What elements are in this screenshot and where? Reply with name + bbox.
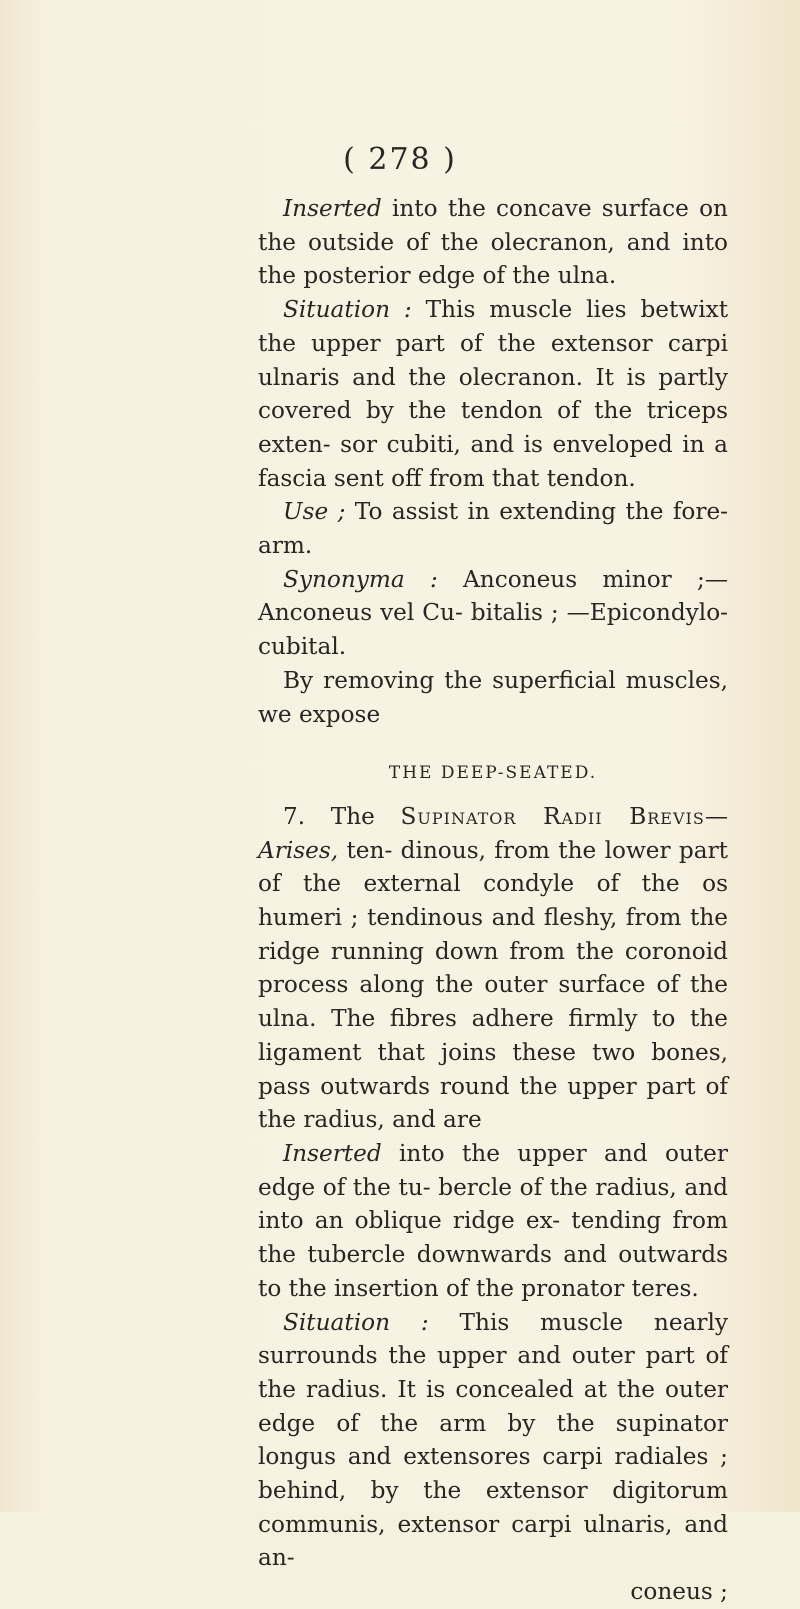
text-situation: This muscle lies betwixt the upper part of the extensor carpi ulnaris and the olecranon. It is partly covered by the tendon of the triceps exten- sor cubiti, and is enveloped in a fascia sent off from that tendon. xyxy=(258,296,729,492)
label-inserted: Inserted xyxy=(283,195,382,222)
label-inserted-2: Inserted xyxy=(283,1139,382,1167)
body-text xyxy=(258,192,728,1609)
catchword: coneus ; xyxy=(630,1578,728,1606)
label-situation: Situation : xyxy=(283,296,412,324)
text-synonyma: Anconeus minor ;—Anconeus vel Cu- bitalis ; —Epicondylo-cubital. xyxy=(258,565,729,661)
label-use: Use ; xyxy=(283,498,346,526)
dash: — xyxy=(704,802,728,830)
muscle-name: Supinator Radii Brevis xyxy=(400,802,705,830)
paragraph-situation-2 xyxy=(258,1306,728,1576)
label-synonyma: Synonyma : xyxy=(283,565,438,593)
paragraph-inserted-1 xyxy=(258,192,728,293)
page-number-header: ( 278 ) xyxy=(343,142,457,177)
label-arises: Arises, xyxy=(258,836,339,864)
paragraph-synonyma xyxy=(258,563,728,664)
text-inserted: into the concave surface on the outside of the olecranon, and into the posterior edge of the ulna. xyxy=(258,195,728,290)
paragraph-removing: By removing the superficial muscles, we expose xyxy=(258,666,728,728)
paragraph-inserted-2 xyxy=(258,1137,728,1306)
text-use: To assist in extending the fore-arm. xyxy=(258,498,728,560)
muscle-number: 7. The xyxy=(283,802,401,830)
text-arises: ten- dinous, from the lower part of the external condyle of the os humeri ; tendinous and fleshy, from the ridge running down from the coronoid process along the outer surface of the ulna. The fibres adhere firmly to the ligament that joins these two bones, pass outwards round the upper part of the radius, and are xyxy=(258,836,728,1134)
paragraph-supinator xyxy=(258,800,728,1137)
label-situation-2: Situation : xyxy=(283,1308,429,1336)
paragraph-use xyxy=(258,495,728,562)
section-heading: THE DEEP-SEATED. xyxy=(388,763,598,784)
text-situation-2: This muscle nearly surrounds the upper and outer part of the radius. It is concealed at the outer edge of the arm by the supinator longus and extensores carpi radiales ; behind, by the extensor digitorum communis, extensor carpi ulnaris, and an- xyxy=(258,1308,729,1572)
paragraph-situation-1 xyxy=(258,293,728,495)
text-inserted-2: into the upper and outer edge of the tu- bercle of the radius, and into an oblique ridge ex- tending from the tubercle downwards and outwards to the insertion of the pronator teres. xyxy=(258,1139,728,1302)
